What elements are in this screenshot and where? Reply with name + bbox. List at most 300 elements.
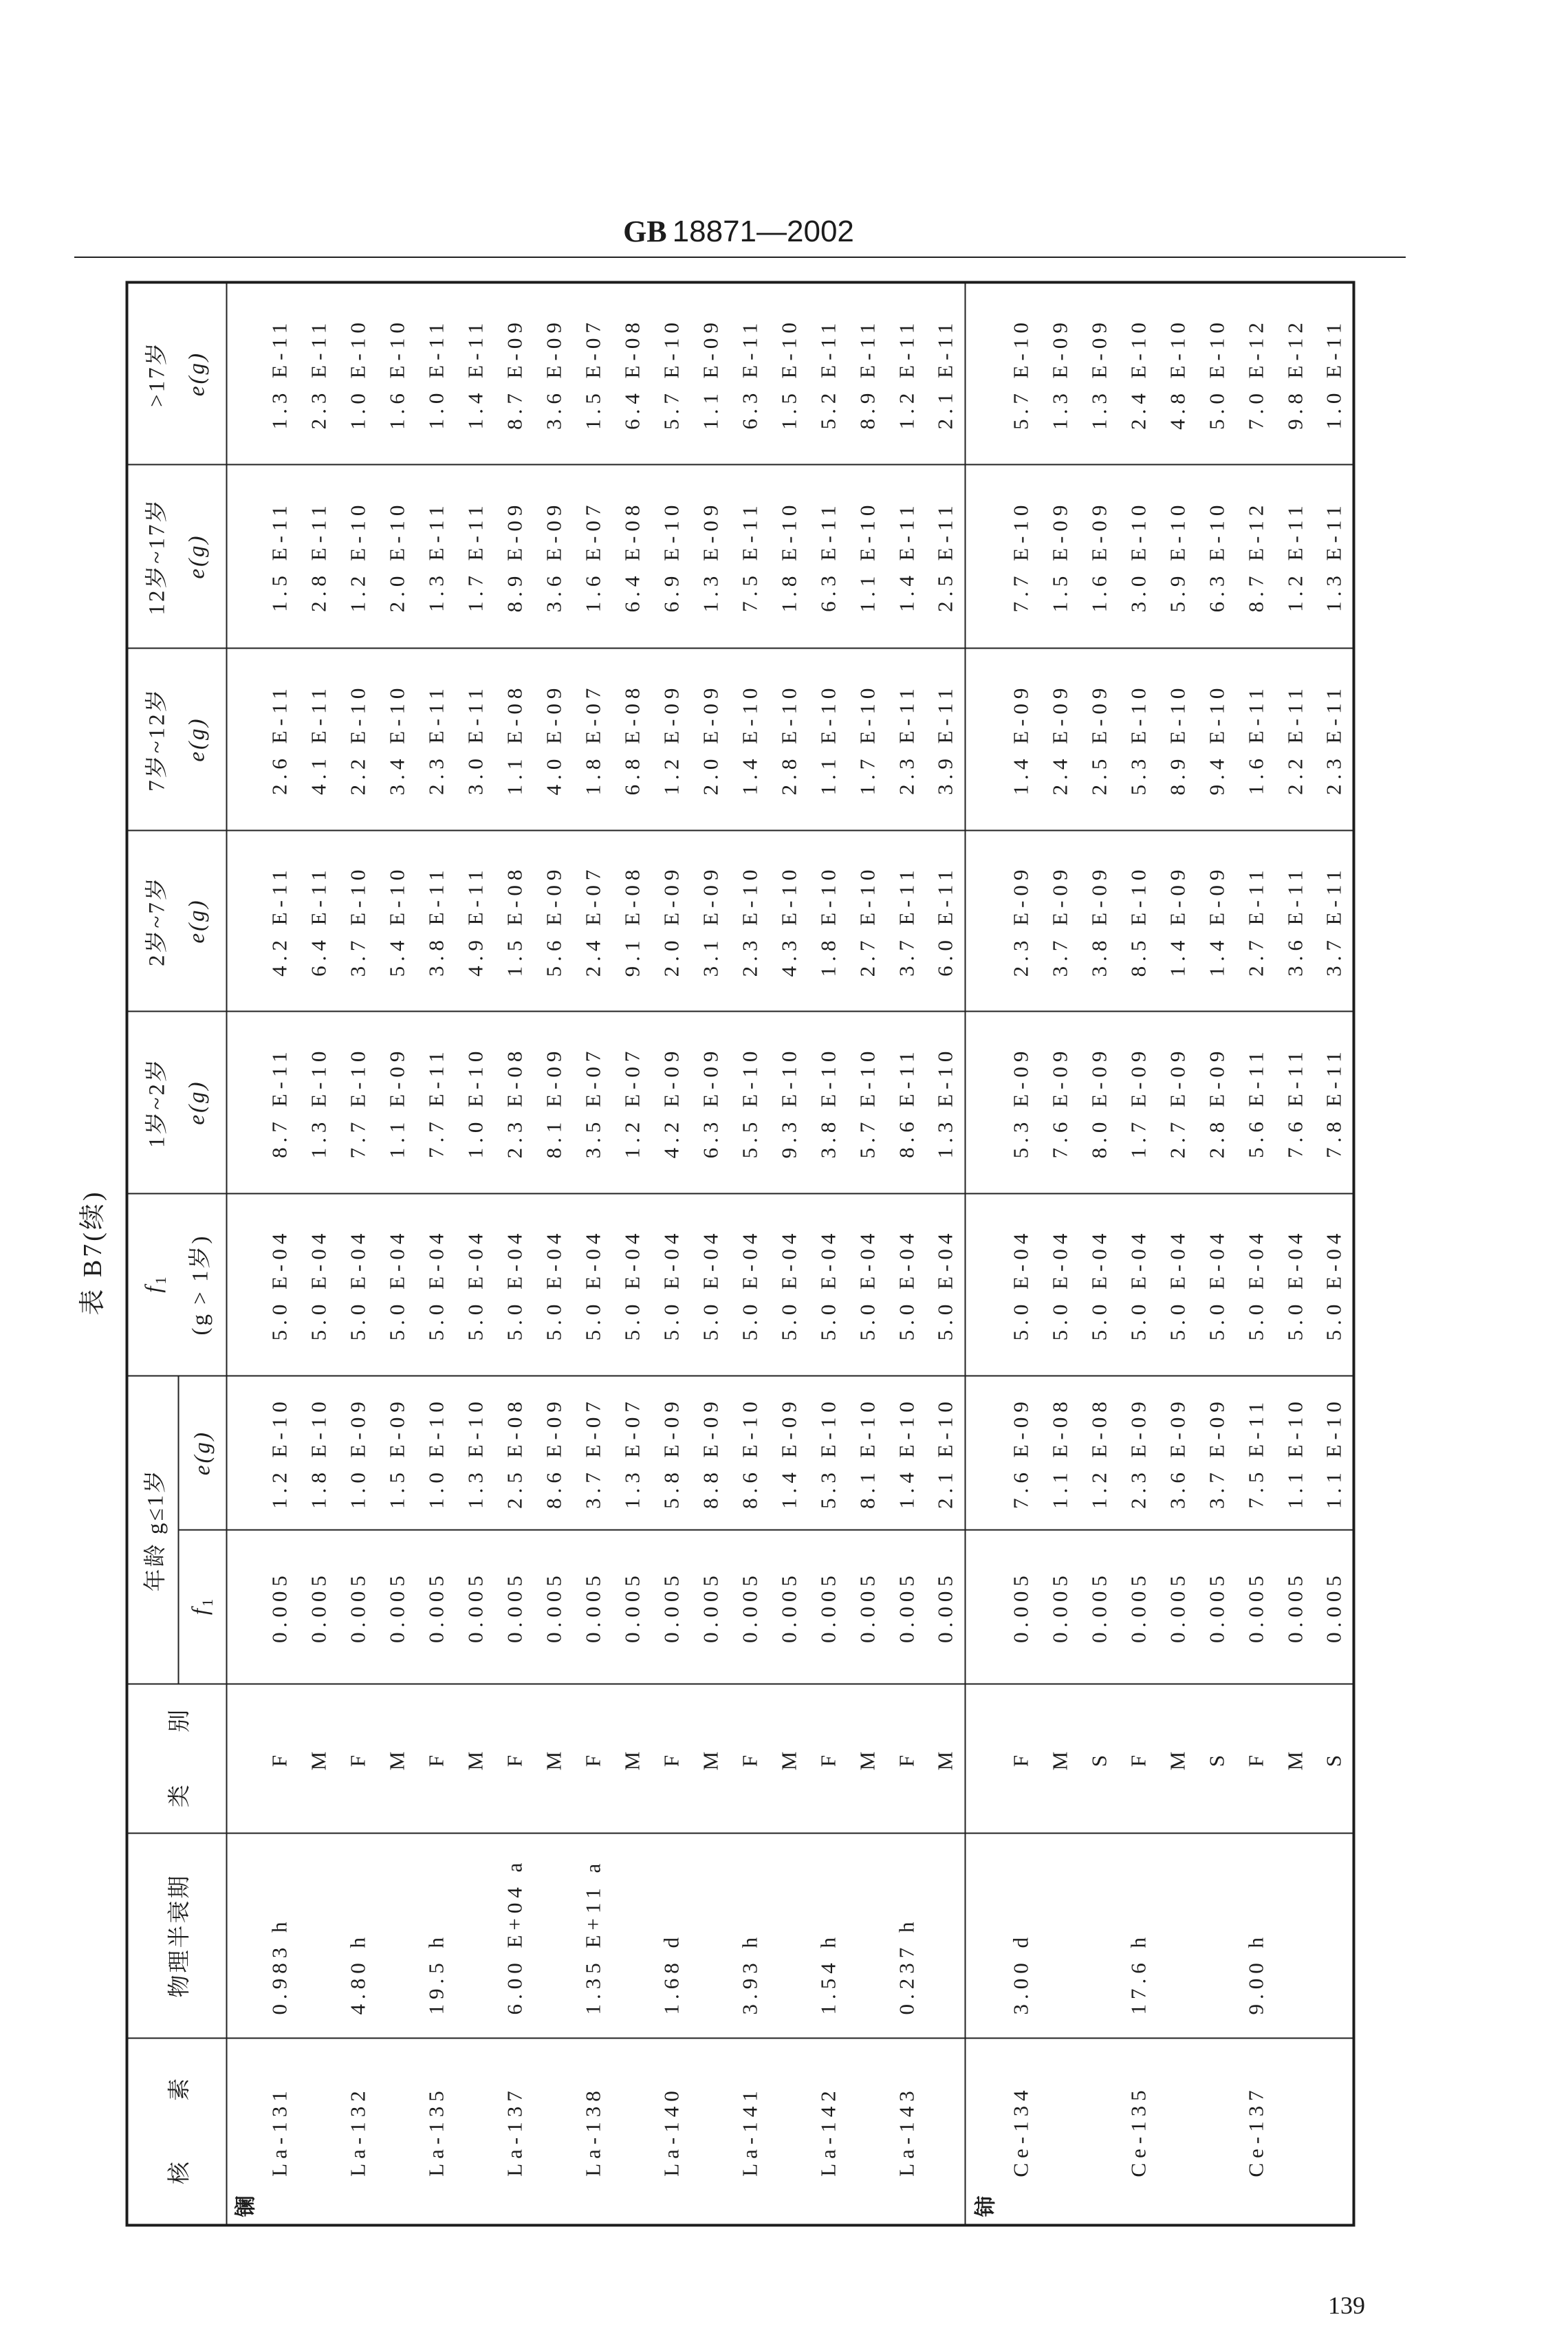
dose-age-1-2-cell: 8.6 E-11 <box>887 1012 926 1194</box>
infant-f1-cell: 0.005 <box>691 1530 730 1684</box>
infant-dose-cell: 1.2 E-10 <box>260 1376 299 1530</box>
empty-cell <box>227 1194 260 1376</box>
infant-dose-cell: 1.8 E-10 <box>299 1376 338 1530</box>
half-life-cell <box>1276 1834 1315 2039</box>
nuclide-cell: La-135 <box>417 2039 456 2226</box>
half-life-cell <box>1158 1834 1197 2039</box>
age-range-label: >17岁 <box>144 340 170 407</box>
infant-f1-subscript: 1 <box>199 1598 217 1607</box>
f1-cell: 5.0 E-04 <box>1276 1194 1315 1376</box>
infant-f1-cell: 0.005 <box>299 1530 338 1684</box>
nuclide-cell <box>378 2039 417 2226</box>
infant-f1-cell: 0.005 <box>495 1530 534 1684</box>
f1-cell: 5.0 E-04 <box>417 1194 456 1376</box>
dose-age-1-2-cell: 2.3 E-08 <box>495 1012 534 1194</box>
half-life-cell: 9.00 h <box>1237 1834 1276 2039</box>
dose-age-1-2-cell: 5.7 E-10 <box>848 1012 887 1194</box>
f1-cell: 5.0 E-04 <box>730 1194 770 1376</box>
empty-cell <box>227 283 260 465</box>
f1-condition: (g > 1岁) <box>188 1234 213 1336</box>
element-group-label: 镧 <box>227 2039 260 2226</box>
empty-cell <box>966 1530 1001 1684</box>
age-2-7-header <box>127 831 227 1012</box>
nuclide-cell: La-132 <box>338 2039 378 2226</box>
table-row <box>652 283 691 2226</box>
dose-age-12-17-cell: 5.9 E-10 <box>1158 465 1197 649</box>
infant-f1-cell: 0.005 <box>338 1530 378 1684</box>
empty-cell <box>966 649 1001 831</box>
dose-age-1-2-cell: 7.8 E-11 <box>1315 1012 1354 1194</box>
category-cell: M <box>926 1684 966 1834</box>
table-row <box>1119 283 1158 2226</box>
infant-f1-cell: 0.005 <box>887 1530 926 1684</box>
dose-age-17-plus-cell: 4.8 E-10 <box>1158 283 1197 465</box>
nuclide-cell: La-131 <box>260 2039 299 2226</box>
half-life-cell <box>1041 1834 1080 2039</box>
infant-f1-letter: f <box>188 1606 213 1616</box>
dose-age-7-12-cell: 2.8 E-10 <box>770 649 809 831</box>
age-17-plus-header <box>127 283 227 465</box>
infant-dose-header: e(g) <box>179 1376 227 1530</box>
nuclide-cell: La-137 <box>495 2039 534 2226</box>
dose-age-1-2-cell: 5.6 E-11 <box>1237 1012 1276 1194</box>
infant-f1-cell: 0.005 <box>770 1530 809 1684</box>
dose-age-7-12-cell: 2.0 E-09 <box>691 649 730 831</box>
table-row <box>730 283 770 2226</box>
dose-age-1-2-cell: 1.2 E-07 <box>613 1012 652 1194</box>
dose-age-1-2-cell: 7.7 E-10 <box>338 1012 378 1194</box>
dose-age-7-12-cell: 2.4 E-09 <box>1041 649 1080 831</box>
dose-age-12-17-cell: 6.9 E-10 <box>652 465 691 649</box>
dose-age-1-2-cell: 5.5 E-10 <box>730 1012 770 1194</box>
infant-dose-cell: 3.7 E-07 <box>574 1376 613 1530</box>
infant-f1-header <box>179 1530 227 1684</box>
category-cell: F <box>652 1684 691 1834</box>
dose-age-2-7-cell: 3.7 E-11 <box>1315 831 1354 1012</box>
dose-age-1-2-cell: 1.0 E-10 <box>456 1012 495 1194</box>
dose-age-7-12-cell: 1.1 E-10 <box>809 649 848 831</box>
f1-cell: 5.0 E-04 <box>926 1194 966 1376</box>
dose-age-17-plus-cell: 1.3 E-09 <box>1080 283 1119 465</box>
table-row <box>613 283 652 2226</box>
half-life-cell <box>1080 1834 1119 2039</box>
half-life-cell <box>1197 1834 1237 2039</box>
dose-age-1-2-cell: 7.7 E-11 <box>417 1012 456 1194</box>
dose-age-12-17-cell: 1.3 E-09 <box>691 465 730 649</box>
f1-cell: 5.0 E-04 <box>1080 1194 1119 1376</box>
dose-age-17-plus-cell: 5.0 E-10 <box>1197 283 1237 465</box>
nuclide-cell: La-138 <box>574 2039 613 2226</box>
empty-cell <box>966 831 1001 1012</box>
dose-age-2-7-cell: 2.0 E-09 <box>652 831 691 1012</box>
category-cell: M <box>1041 1684 1080 1834</box>
infant-dose-cell: 8.8 E-09 <box>691 1376 730 1530</box>
category-cell: M <box>1276 1684 1315 1834</box>
dose-age-17-plus-cell: 8.7 E-09 <box>495 283 534 465</box>
category-cell: M <box>848 1684 887 1834</box>
infant-dose-cell: 8.6 E-09 <box>534 1376 574 1530</box>
dose-age-2-7-cell: 8.5 E-10 <box>1119 831 1158 1012</box>
dose-age-7-12-cell: 4.1 E-11 <box>299 649 338 831</box>
table-row <box>1158 283 1197 2226</box>
infant-dose-cell: 3.6 E-09 <box>1158 1376 1197 1530</box>
category-cell: S <box>1080 1684 1119 1834</box>
dose-age-1-2-cell: 7.6 E-11 <box>1276 1012 1315 1194</box>
category-cell: F <box>809 1684 848 1834</box>
dose-age-12-17-cell: 1.3 E-11 <box>417 465 456 649</box>
f1-header <box>127 1194 227 1376</box>
empty-cell <box>227 465 260 649</box>
dose-age-7-12-cell: 1.8 E-07 <box>574 649 613 831</box>
dose-age-17-plus-cell: 5.7 E-10 <box>1001 283 1041 465</box>
dose-age-2-7-cell: 1.8 E-10 <box>809 831 848 1012</box>
nuclide-cell <box>299 2039 338 2226</box>
infant-f1-cell: 0.005 <box>378 1530 417 1684</box>
empty-cell <box>966 1012 1001 1194</box>
dose-age-12-17-cell: 1.2 E-10 <box>338 465 378 649</box>
dose-age-1-2-cell: 1.3 E-10 <box>299 1012 338 1194</box>
infant-dose-cell: 1.0 E-09 <box>338 1376 378 1530</box>
table-row <box>691 283 730 2226</box>
dose-age-12-17-cell: 3.0 E-10 <box>1119 465 1158 649</box>
dose-age-7-12-cell: 9.4 E-10 <box>1197 649 1237 831</box>
dose-age-17-plus-cell: 8.9 E-11 <box>848 283 887 465</box>
dose-age-17-plus-cell: 1.3 E-11 <box>260 283 299 465</box>
dose-age-1-2-cell: 8.0 E-09 <box>1080 1012 1119 1194</box>
empty-cell <box>227 1012 260 1194</box>
dose-age-2-7-cell: 4.9 E-11 <box>456 831 495 1012</box>
table-body <box>227 283 1354 2226</box>
table-row <box>887 283 926 2226</box>
f1-cell: 5.0 E-04 <box>887 1194 926 1376</box>
dose-age-2-7-cell: 6.0 E-11 <box>926 831 966 1012</box>
category-cell: M <box>456 1684 495 1834</box>
age-range-label: 12岁~17岁 <box>144 497 170 616</box>
dose-age-12-17-cell: 7.5 E-11 <box>730 465 770 649</box>
dose-age-17-plus-cell: 6.3 E-11 <box>730 283 770 465</box>
empty-cell <box>966 1376 1001 1530</box>
dose-age-7-12-cell: 2.2 E-11 <box>1276 649 1315 831</box>
dose-age-2-7-cell: 2.4 E-07 <box>574 831 613 1012</box>
category-cell: M <box>1158 1684 1197 1834</box>
dose-age-17-plus-cell: 7.0 E-12 <box>1237 283 1276 465</box>
dose-age-17-plus-cell: 1.4 E-11 <box>456 283 495 465</box>
half-life-header: 物理半衰期 <box>127 1834 227 2039</box>
half-life-cell <box>691 1834 730 2039</box>
infant-age-header: 年龄 g≤1岁 <box>127 1376 179 1684</box>
dose-age-1-2-cell: 5.3 E-09 <box>1001 1012 1041 1194</box>
nuclide-cell <box>456 2039 495 2226</box>
table-row <box>1276 283 1315 2226</box>
nuclide-cell: La-141 <box>730 2039 770 2226</box>
dose-age-1-2-cell: 8.1 E-09 <box>534 1012 574 1194</box>
dose-age-12-17-cell: 1.1 E-10 <box>848 465 887 649</box>
age-range-label: 7岁~12岁 <box>144 687 170 792</box>
dose-age-12-17-cell: 1.2 E-11 <box>1276 465 1315 649</box>
dose-age-7-12-cell: 1.2 E-09 <box>652 649 691 831</box>
category-cell: F <box>260 1684 299 1834</box>
rotated-table-container <box>126 284 1354 2227</box>
half-life-cell <box>770 1834 809 2039</box>
dose-age-7-12-cell: 2.3 E-11 <box>417 649 456 831</box>
dose-age-7-12-cell: 8.9 E-10 <box>1158 649 1197 831</box>
infant-dose-cell: 5.8 E-09 <box>652 1376 691 1530</box>
dose-age-17-plus-cell: 1.0 E-10 <box>338 283 378 465</box>
infant-dose-cell: 3.7 E-09 <box>1197 1376 1237 1530</box>
infant-dose-cell: 5.3 E-10 <box>809 1376 848 1530</box>
dose-age-17-plus-cell: 9.8 E-12 <box>1276 283 1315 465</box>
dose-age-12-17-cell: 1.8 E-10 <box>770 465 809 649</box>
half-life-cell: 1.68 d <box>652 1834 691 2039</box>
infant-f1-cell: 0.005 <box>417 1530 456 1684</box>
infant-dose-cell: 7.6 E-09 <box>1001 1376 1041 1530</box>
category-cell: F <box>495 1684 534 1834</box>
infant-f1-cell: 0.005 <box>848 1530 887 1684</box>
infant-dose-cell: 8.1 E-10 <box>848 1376 887 1530</box>
dose-age-12-17-cell: 1.5 E-11 <box>260 465 299 649</box>
category-cell: M <box>770 1684 809 1834</box>
infant-dose-cell: 1.1 E-08 <box>1041 1376 1080 1530</box>
table-caption: 表 B7(续) <box>78 1189 107 1316</box>
dose-age-17-plus-cell: 6.4 E-08 <box>613 283 652 465</box>
dose-age-12-17-cell: 1.7 E-11 <box>456 465 495 649</box>
dose-age-2-7-cell: 3.7 E-09 <box>1041 831 1080 1012</box>
dose-age-2-7-cell: 6.4 E-11 <box>299 831 338 1012</box>
f1-symbol <box>133 1195 181 1376</box>
half-life-cell: 17.6 h <box>1119 1834 1158 2039</box>
dose-age-12-17-cell: 1.6 E-09 <box>1080 465 1119 649</box>
dose-age-12-17-cell: 8.9 E-09 <box>495 465 534 649</box>
infant-dose-cell: 7.5 E-11 <box>1237 1376 1276 1530</box>
table-row <box>809 283 848 2226</box>
dose-age-17-plus-cell: 1.2 E-11 <box>887 283 926 465</box>
dose-age-1-2-cell: 6.3 E-09 <box>691 1012 730 1194</box>
age-7-12-header <box>127 649 227 831</box>
dose-age-7-12-cell: 6.8 E-08 <box>613 649 652 831</box>
element-group-row <box>966 283 1001 2226</box>
nuclide-cell <box>926 2039 966 2226</box>
dose-age-17-plus-cell: 1.6 E-10 <box>378 283 417 465</box>
table-row <box>1315 283 1354 2226</box>
f1-cell: 5.0 E-04 <box>1237 1194 1276 1376</box>
nuclide-header-label: 核 素 <box>167 2050 192 2185</box>
age-1-2-header <box>127 1012 227 1194</box>
dose-age-12-17-cell: 3.6 E-09 <box>534 465 574 649</box>
category-cell: M <box>691 1684 730 1834</box>
half-life-cell <box>378 1834 417 2039</box>
infant-f1-cell: 0.005 <box>1080 1530 1119 1684</box>
dose-age-17-plus-cell: 3.6 E-09 <box>534 283 574 465</box>
dose-quantity-label: e(g) <box>184 898 210 944</box>
table-row <box>770 283 809 2226</box>
half-life-cell: 3.00 d <box>1001 1834 1041 2039</box>
category-cell: F <box>574 1684 613 1834</box>
nuclide-cell <box>770 2039 809 2226</box>
table-row <box>1080 283 1119 2226</box>
f1-cell: 5.0 E-04 <box>1001 1194 1041 1376</box>
infant-dose-cell: 8.6 E-10 <box>730 1376 770 1530</box>
infant-dose-cell: 1.4 E-10 <box>887 1376 926 1530</box>
category-cell: F <box>730 1684 770 1834</box>
nuclide-cell <box>848 2039 887 2226</box>
empty-cell <box>227 649 260 831</box>
dose-age-1-2-cell: 2.8 E-09 <box>1197 1012 1237 1194</box>
category-cell: M <box>613 1684 652 1834</box>
nuclide-cell <box>1197 2039 1237 2226</box>
infant-f1-cell: 0.005 <box>574 1530 613 1684</box>
dose-age-12-17-cell: 6.4 E-08 <box>613 465 652 649</box>
dose-age-1-2-cell: 1.1 E-09 <box>378 1012 417 1194</box>
dose-age-1-2-cell: 8.7 E-11 <box>260 1012 299 1194</box>
empty-cell <box>227 1834 260 2039</box>
dose-age-7-12-cell: 1.4 E-10 <box>730 649 770 831</box>
dose-coefficient-table <box>126 281 1355 2227</box>
f1-cell: 5.0 E-04 <box>495 1194 534 1376</box>
empty-cell <box>227 1684 260 1834</box>
dose-age-2-7-cell: 4.2 E-11 <box>260 831 299 1012</box>
dose-age-7-12-cell: 2.6 E-11 <box>260 649 299 831</box>
infant-dose-cell: 2.3 E-09 <box>1119 1376 1158 1530</box>
infant-f1-cell: 0.005 <box>1315 1530 1354 1684</box>
empty-cell <box>966 1684 1001 1834</box>
infant-f1-cell: 0.005 <box>1276 1530 1315 1684</box>
dose-age-2-7-cell: 9.1 E-08 <box>613 831 652 1012</box>
dose-age-2-7-cell: 3.6 E-11 <box>1276 831 1315 1012</box>
nuclide-cell <box>691 2039 730 2226</box>
f1-cell: 5.0 E-04 <box>574 1194 613 1376</box>
dose-age-17-plus-cell: 5.2 E-11 <box>809 283 848 465</box>
dose-age-2-7-cell: 2.3 E-10 <box>730 831 770 1012</box>
half-life-cell: 4.80 h <box>338 1834 378 2039</box>
header-rule <box>74 257 1406 258</box>
dose-age-7-12-cell: 1.7 E-10 <box>848 649 887 831</box>
infant-dose-cell: 1.0 E-10 <box>417 1376 456 1530</box>
infant-f1-cell: 0.005 <box>1119 1530 1158 1684</box>
f1-cell: 5.0 E-04 <box>1041 1194 1080 1376</box>
dose-age-7-12-cell: 3.4 E-10 <box>378 649 417 831</box>
table-row <box>1197 283 1237 2226</box>
dose-age-17-plus-cell: 2.4 E-10 <box>1119 283 1158 465</box>
category-header <box>127 1684 227 1834</box>
empty-cell <box>227 1376 260 1530</box>
dose-quantity-label: e(g) <box>184 1080 210 1125</box>
dose-age-1-2-cell: 9.3 E-10 <box>770 1012 809 1194</box>
half-life-cell <box>456 1834 495 2039</box>
dose-age-7-12-cell: 1.1 E-08 <box>495 649 534 831</box>
age-range-label: 2岁~7岁 <box>144 876 170 966</box>
dose-age-12-17-cell: 1.6 E-07 <box>574 465 613 649</box>
table-row <box>926 283 966 2226</box>
dose-age-7-12-cell: 4.0 E-09 <box>534 649 574 831</box>
half-life-cell <box>848 1834 887 2039</box>
dose-age-17-plus-cell: 1.3 E-09 <box>1041 283 1080 465</box>
dose-age-1-2-cell: 1.3 E-10 <box>926 1012 966 1194</box>
half-life-cell <box>926 1834 966 2039</box>
infant-f1-cell: 0.005 <box>613 1530 652 1684</box>
dose-age-17-plus-cell: 1.1 E-09 <box>691 283 730 465</box>
empty-cell <box>966 1194 1001 1376</box>
dose-age-17-plus-cell: 2.3 E-11 <box>299 283 338 465</box>
category-cell: M <box>299 1684 338 1834</box>
f1-cell: 5.0 E-04 <box>299 1194 338 1376</box>
category-cell: F <box>417 1684 456 1834</box>
half-life-cell: 0.237 h <box>887 1834 926 2039</box>
infant-dose-cell: 2.1 E-10 <box>926 1376 966 1530</box>
nuclide-header <box>127 2039 227 2226</box>
dose-age-2-7-cell: 2.3 E-09 <box>1001 831 1041 1012</box>
f1-cell: 5.0 E-04 <box>378 1194 417 1376</box>
dose-age-1-2-cell: 7.6 E-09 <box>1041 1012 1080 1194</box>
dose-age-2-7-cell: 5.4 E-10 <box>378 831 417 1012</box>
infant-f1-cell: 0.005 <box>1197 1530 1237 1684</box>
nuclide-cell: La-142 <box>809 2039 848 2226</box>
f1-cell: 5.0 E-04 <box>338 1194 378 1376</box>
half-life-cell <box>299 1834 338 2039</box>
dose-age-7-12-cell: 2.5 E-09 <box>1080 649 1119 831</box>
infant-f1-cell: 0.005 <box>1237 1530 1276 1684</box>
f1-cell: 5.0 E-04 <box>260 1194 299 1376</box>
table-row <box>848 283 887 2226</box>
category-cell: F <box>1237 1684 1276 1834</box>
dose-age-7-12-cell: 1.6 E-11 <box>1237 649 1276 831</box>
f1-cell: 5.0 E-04 <box>1315 1194 1354 1376</box>
dose-age-2-7-cell: 4.3 E-10 <box>770 831 809 1012</box>
dose-quantity-label: e(g) <box>184 534 210 579</box>
dose-age-12-17-cell: 7.7 E-10 <box>1001 465 1041 649</box>
empty-cell <box>227 831 260 1012</box>
dose-age-7-12-cell: 3.0 E-11 <box>456 649 495 831</box>
table-row <box>1237 283 1276 2226</box>
dose-age-17-plus-cell: 1.0 E-11 <box>1315 283 1354 465</box>
dose-age-12-17-cell: 1.3 E-11 <box>1315 465 1354 649</box>
age-range-label: 1岁~2岁 <box>144 1057 170 1148</box>
table-row <box>1041 283 1080 2226</box>
f1-cell: 5.0 E-04 <box>652 1194 691 1376</box>
f1-cell: 5.0 E-04 <box>1158 1194 1197 1376</box>
half-life-cell <box>534 1834 574 2039</box>
nuclide-cell <box>1158 2039 1197 2226</box>
dose-age-7-12-cell: 5.3 E-10 <box>1119 649 1158 831</box>
standard-number: 18871—2002 <box>672 215 854 248</box>
dose-age-12-17-cell: 6.3 E-10 <box>1197 465 1237 649</box>
category-cell: F <box>1001 1684 1041 1834</box>
table-row <box>417 283 456 2226</box>
dose-age-12-17-cell: 1.4 E-11 <box>887 465 926 649</box>
infant-dose-cell: 1.2 E-08 <box>1080 1376 1119 1530</box>
dose-age-12-17-cell: 2.8 E-11 <box>299 465 338 649</box>
category-cell: M <box>378 1684 417 1834</box>
dose-age-17-plus-cell: 2.1 E-11 <box>926 283 966 465</box>
dose-age-2-7-cell: 3.8 E-09 <box>1080 831 1119 1012</box>
half-life-cell: 0.983 h <box>260 1834 299 2039</box>
nuclide-cell: Ce-135 <box>1119 2039 1158 2226</box>
nuclide-cell <box>1080 2039 1119 2226</box>
dose-age-1-2-cell: 3.5 E-07 <box>574 1012 613 1194</box>
nuclide-cell: La-140 <box>652 2039 691 2226</box>
dose-age-2-7-cell: 1.4 E-09 <box>1158 831 1197 1012</box>
dose-age-12-17-cell: 2.0 E-10 <box>378 465 417 649</box>
infant-f1-cell: 0.005 <box>652 1530 691 1684</box>
f1-cell: 5.0 E-04 <box>534 1194 574 1376</box>
dose-age-12-17-cell: 1.5 E-09 <box>1041 465 1080 649</box>
f1-cell: 5.0 E-04 <box>613 1194 652 1376</box>
half-life-cell <box>1315 1834 1354 2039</box>
nuclide-cell <box>1276 2039 1315 2226</box>
infant-dose-cell: 1.1 E-10 <box>1315 1376 1354 1530</box>
empty-cell <box>227 1530 260 1684</box>
table-row <box>456 283 495 2226</box>
nuclide-cell <box>1315 2039 1354 2226</box>
